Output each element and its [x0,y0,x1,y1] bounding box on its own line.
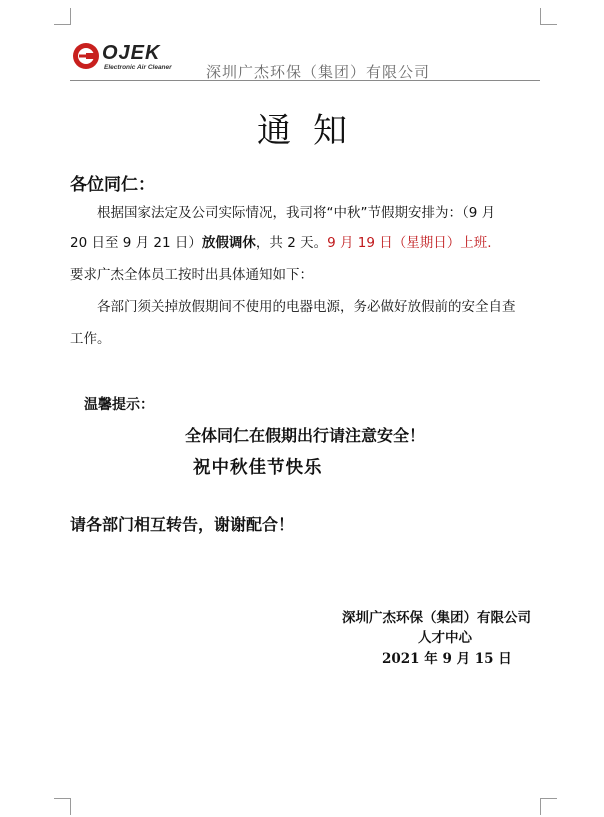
greeting: 各位同仁： [70,175,155,195]
holiday-dates: 20 日至 9 月 21 日） [70,235,202,251]
header-company-name: 深圳广杰环保（集团）有限公司 [206,63,431,81]
body-paragraph-2: 要求广杰全体员工按时出具体通知如下： [70,267,313,283]
workday-notice: 9 月 19 日（星期日）上班. [327,235,492,251]
body-paragraph-3-line-1: 各部门须关掉放假期间不使用的电器电源，务必做好放假前的安全自查 [97,299,516,315]
signature-date: 2021 年 9 月 15 日 [382,651,512,667]
signature-department: 人才中心 [418,630,472,646]
holiday-type: 放假调休 [201,235,256,251]
closing-line: 请各部门相互转告，谢谢配合！ [70,515,295,534]
corner-mark-top-right [540,8,557,25]
tips-label: 温馨提示： [84,397,154,413]
page-title: 通知 [257,111,369,151]
corner-mark-bottom-right [540,798,557,815]
safety-reminder: 全体同仁在假期出行请注意安全！ [185,426,426,445]
corner-mark-bottom-left [54,798,71,815]
holiday-duration: ，共 2 天。 [255,235,328,251]
header-divider [70,80,540,81]
company-logo [70,41,180,73]
body-paragraph-1-line-2 [70,231,492,255]
corner-mark-top-left [54,8,71,25]
logo-subtext: Electronic Air Cleaner [104,64,172,71]
festival-greeting: 祝中秋佳节快乐 [193,458,323,478]
body-paragraph-3-line-2: 工作。 [70,331,111,347]
signature-company: 深圳广杰环保（集团）有限公司 [342,610,531,626]
body-paragraph-1-line-1: 根据国家法定及公司实际情况，我司将“中秋”节假期安排为：（9 月 [97,205,496,221]
logo-text: OJEK [102,42,161,64]
